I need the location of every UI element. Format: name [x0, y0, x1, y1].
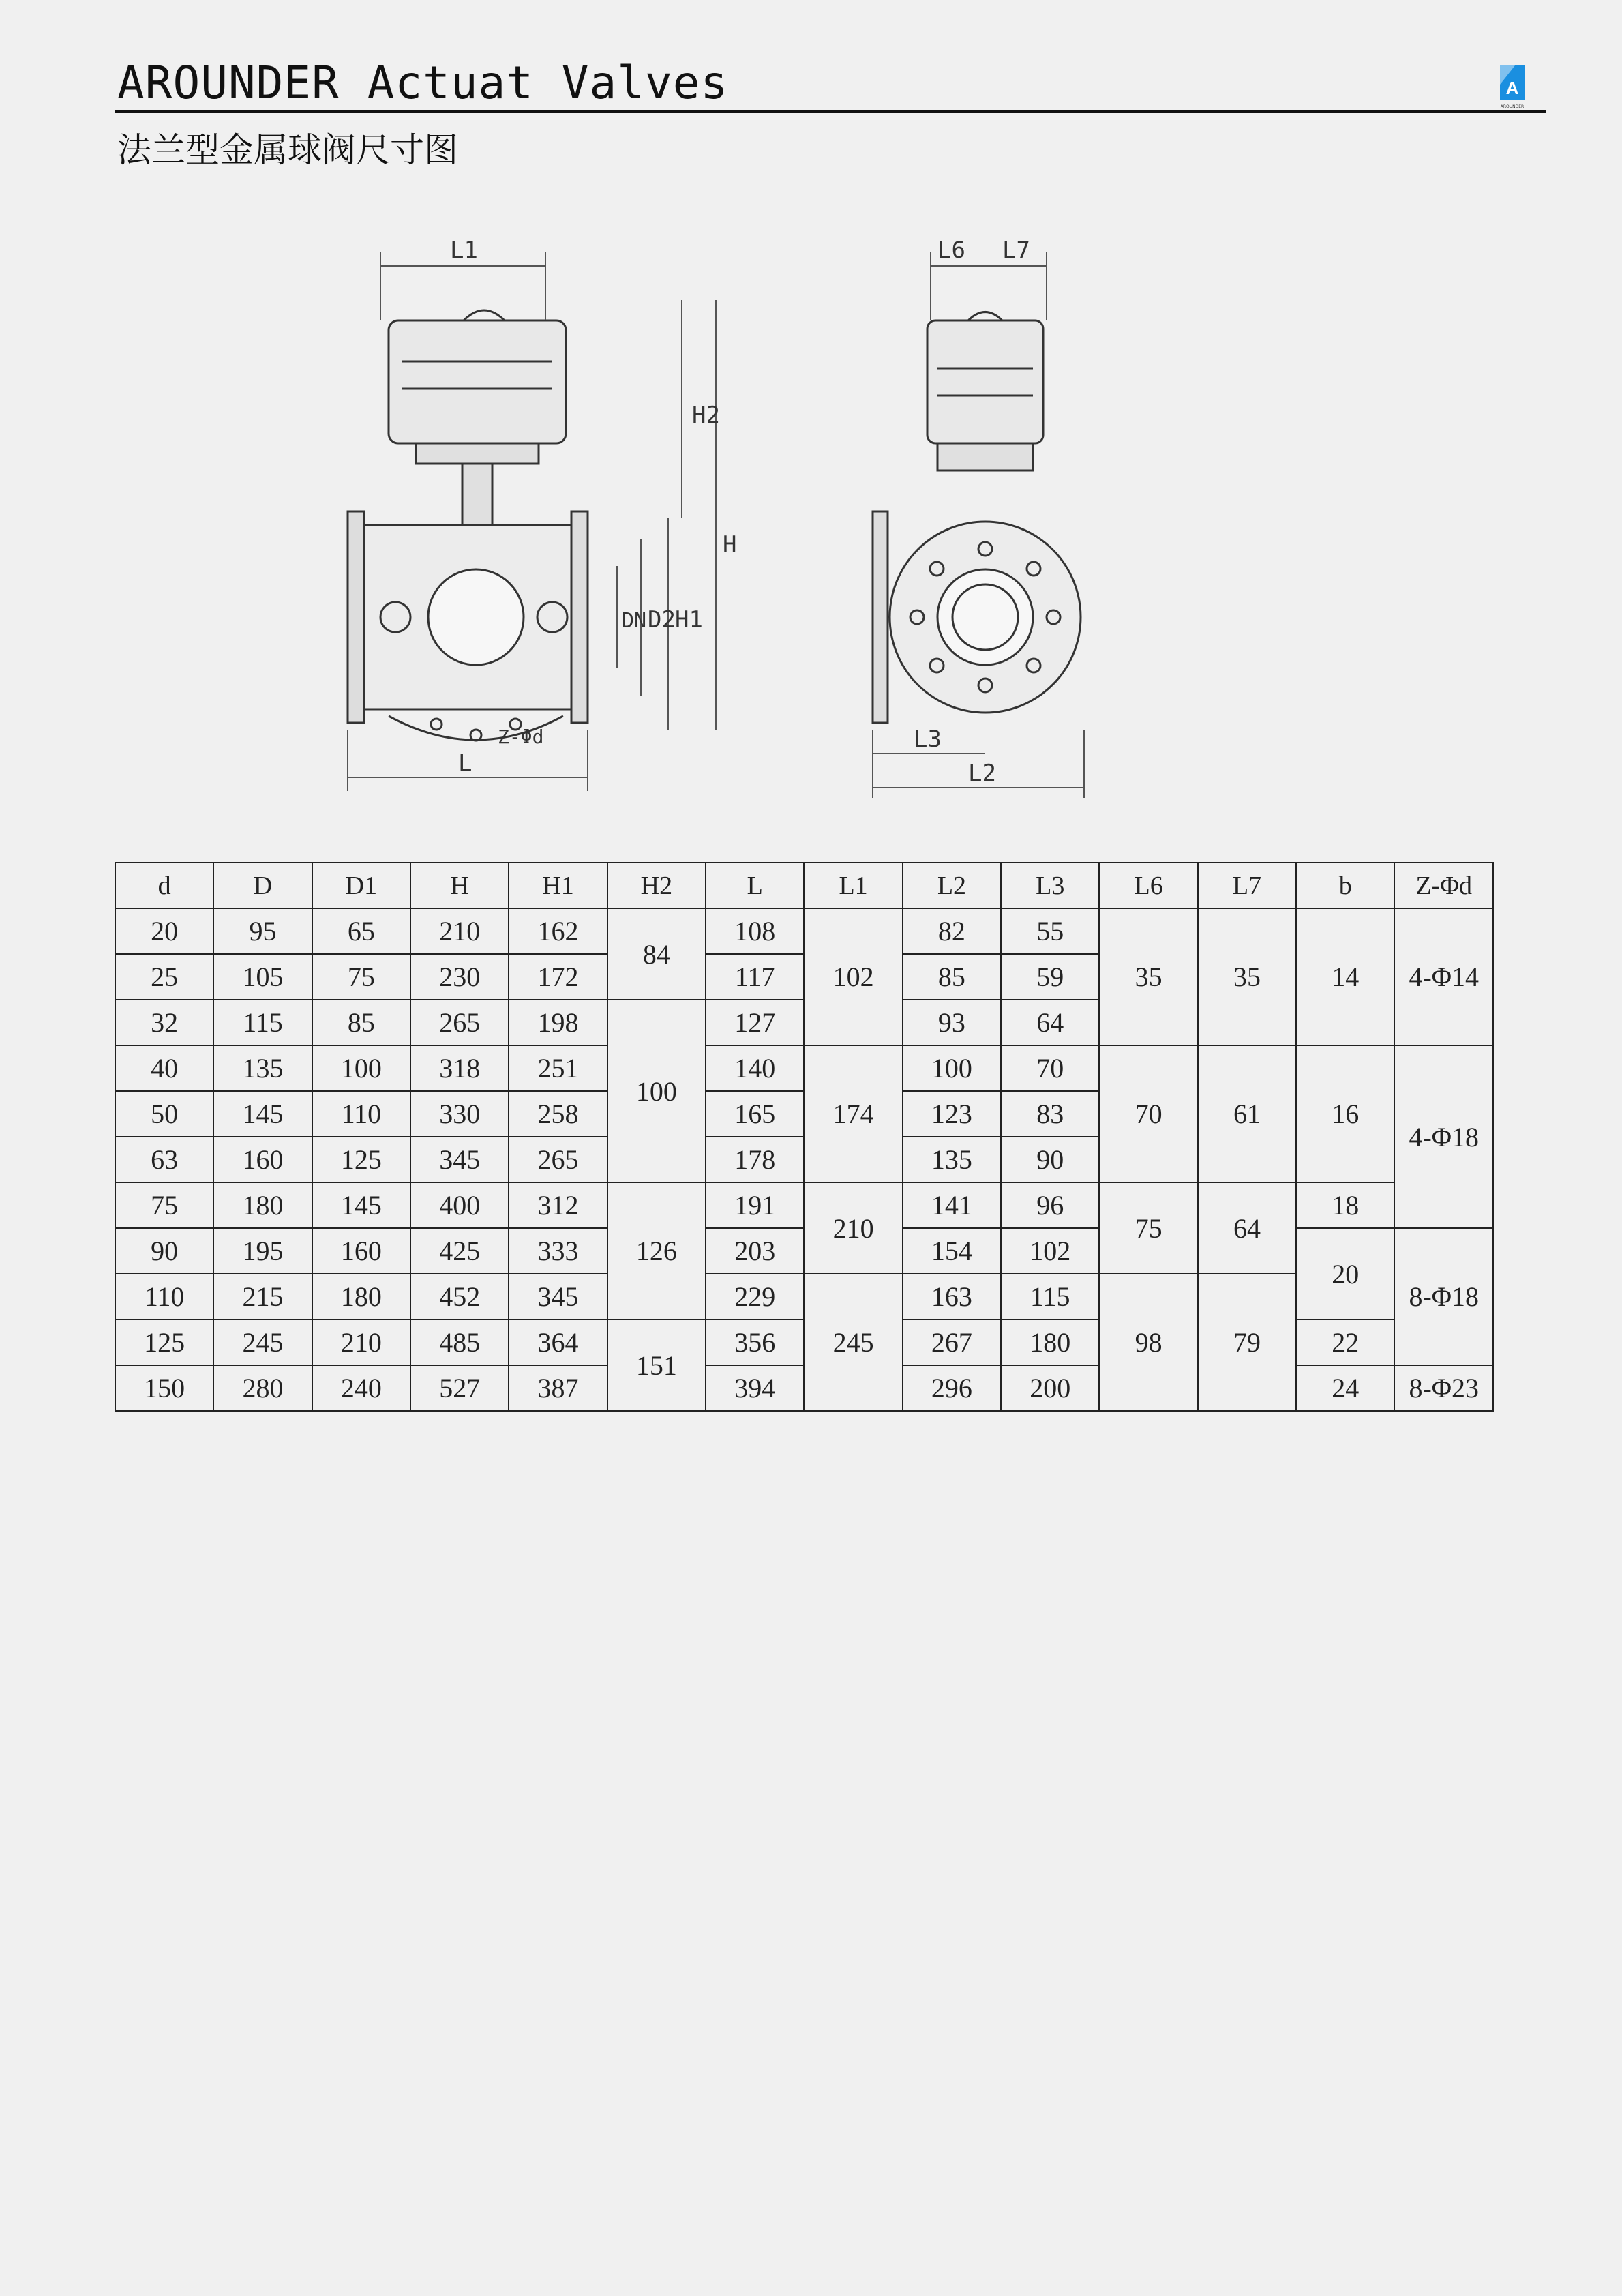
table-cell: 18: [1296, 1182, 1394, 1228]
col-header: H: [410, 863, 509, 908]
table-cell: 172: [509, 954, 607, 1000]
table-cell: 4-Φ18: [1394, 1045, 1493, 1228]
col-header: L: [706, 863, 804, 908]
table-cell: 356: [706, 1320, 804, 1365]
dim-label: L: [458, 749, 472, 777]
table-cell: 65: [312, 908, 410, 954]
table-cell: 265: [410, 1000, 509, 1045]
dimension-table: [115, 862, 1494, 1412]
page-header: [115, 57, 1546, 113]
dim-label: H2: [692, 402, 720, 429]
table-row: [115, 1045, 1493, 1091]
table-cell: 82: [903, 908, 1001, 954]
table-cell: 318: [410, 1045, 509, 1091]
page-title: AROUNDER Actuat Valves: [117, 57, 729, 109]
table-cell: 210: [410, 908, 509, 954]
table-cell: 93: [903, 1000, 1001, 1045]
dim-label: DN: [622, 609, 647, 633]
brand-logo: [1495, 60, 1535, 109]
table-cell: 90: [115, 1228, 213, 1274]
table-cell: 96: [1001, 1182, 1099, 1228]
table-cell: 90: [1001, 1137, 1099, 1182]
table-cell: 125: [312, 1137, 410, 1182]
valve-dimension-drawing: [314, 225, 1268, 825]
table-cell: 75: [1099, 1182, 1197, 1274]
table-cell: 100: [312, 1045, 410, 1091]
valve-stem: [462, 464, 492, 525]
table-cell: 165: [706, 1091, 804, 1137]
side-bracket: [937, 443, 1033, 471]
table-cell: 22: [1296, 1320, 1394, 1365]
table-cell: 55: [1001, 908, 1099, 954]
side-view: [873, 312, 1081, 724]
table-cell: 59: [1001, 954, 1099, 1000]
table-cell: 4-Φ14: [1394, 908, 1493, 1045]
table-cell: 198: [509, 1000, 607, 1045]
table-cell: 200: [1001, 1365, 1099, 1411]
table-cell: 258: [509, 1091, 607, 1137]
table-cell: 117: [706, 954, 804, 1000]
col-header: D: [213, 863, 312, 908]
table-cell: 79: [1198, 1274, 1296, 1411]
table-cell: 387: [509, 1365, 607, 1411]
table-cell: 115: [1001, 1274, 1099, 1320]
table-cell: 425: [410, 1228, 509, 1274]
logo-letter: A: [1505, 78, 1519, 98]
table-cell: 85: [903, 954, 1001, 1000]
table-cell: 25: [115, 954, 213, 1000]
table-cell: 215: [213, 1274, 312, 1320]
dim-label: L2: [968, 760, 996, 787]
table-cell: 40: [115, 1045, 213, 1091]
table-cell: 61: [1198, 1045, 1296, 1182]
col-header: L7: [1198, 863, 1296, 908]
col-header: Z-Φd: [1394, 863, 1493, 908]
table-row: [115, 1182, 1493, 1228]
table-cell: 312: [509, 1182, 607, 1228]
table-cell: 160: [312, 1228, 410, 1274]
table-cell: 95: [213, 908, 312, 954]
table-cell: 35: [1099, 908, 1197, 1045]
table-cell: 251: [509, 1045, 607, 1091]
table-cell: 210: [312, 1320, 410, 1365]
table-cell: 180: [312, 1274, 410, 1320]
table-cell: 267: [903, 1320, 1001, 1365]
table-cell: 110: [312, 1091, 410, 1137]
table-cell: 83: [1001, 1091, 1099, 1137]
table-cell: 210: [804, 1182, 902, 1274]
table-cell: 145: [213, 1091, 312, 1137]
table-cell: 178: [706, 1137, 804, 1182]
table-cell: 35: [1198, 908, 1296, 1045]
table-cell: 70: [1001, 1045, 1099, 1091]
table-cell: 163: [903, 1274, 1001, 1320]
table-cell: 105: [213, 954, 312, 1000]
table-cell: 16: [1296, 1045, 1394, 1182]
table-row: [115, 908, 1493, 954]
table-cell: 70: [1099, 1045, 1197, 1182]
table-cell: 280: [213, 1365, 312, 1411]
table-cell: 150: [115, 1365, 213, 1411]
actuator-bracket: [416, 443, 539, 464]
col-header: L2: [903, 863, 1001, 908]
table-cell: 123: [903, 1091, 1001, 1137]
actuator-dome: [464, 310, 505, 320]
table-cell: 330: [410, 1091, 509, 1137]
table-cell: 110: [115, 1274, 213, 1320]
table-cell: 64: [1198, 1182, 1296, 1274]
table-cell: 191: [706, 1182, 804, 1228]
table-cell: 50: [115, 1091, 213, 1137]
page-subtitle: 法兰型金属球阀尺寸图: [117, 130, 458, 170]
table-cell: 24: [1296, 1365, 1394, 1411]
table-cell: 140: [706, 1045, 804, 1091]
side-actuator-dome: [968, 312, 1002, 321]
table-cell: 245: [804, 1274, 902, 1411]
table-cell: 394: [706, 1365, 804, 1411]
table-cell: 160: [213, 1137, 312, 1182]
table-cell: 8-Φ18: [1394, 1228, 1493, 1365]
dim-label: D2: [648, 606, 676, 633]
col-header: H1: [509, 863, 607, 908]
col-header: H2: [607, 863, 706, 908]
table-cell: 180: [1001, 1320, 1099, 1365]
bolt: [431, 719, 442, 730]
side-actuator-body: [927, 320, 1043, 443]
table-cell: 20: [115, 908, 213, 954]
table-cell: 84: [607, 908, 706, 1000]
table-cell: 230: [410, 954, 509, 1000]
actuator-body: [389, 320, 566, 443]
table-cell: 245: [213, 1320, 312, 1365]
table-cell: 125: [115, 1320, 213, 1365]
table-cell: 180: [213, 1182, 312, 1228]
dim-label: L3: [914, 726, 942, 753]
table-cell: 85: [312, 1000, 410, 1045]
table-cell: 64: [1001, 1000, 1099, 1045]
table-cell: 485: [410, 1320, 509, 1365]
col-header: L6: [1099, 863, 1197, 908]
table-cell: 63: [115, 1137, 213, 1182]
logo-text: AROUNDER: [1500, 104, 1525, 109]
table-cell: 265: [509, 1137, 607, 1182]
table-cell: 141: [903, 1182, 1001, 1228]
table-row: [115, 1274, 1493, 1320]
side-flange: [873, 511, 888, 723]
ball-bore: [428, 569, 524, 665]
table-cell: 452: [410, 1274, 509, 1320]
table-cell: 102: [804, 908, 902, 1045]
table-cell: 98: [1099, 1274, 1197, 1411]
table-cell: 364: [509, 1320, 607, 1365]
table-cell: 108: [706, 908, 804, 954]
table-cell: 115: [213, 1000, 312, 1045]
table-cell: 100: [607, 1000, 706, 1182]
front-view: [348, 310, 588, 741]
dim-label: H: [723, 531, 737, 558]
table-cell: 32: [115, 1000, 213, 1045]
table-cell: 14: [1296, 908, 1394, 1045]
table-cell: 345: [410, 1137, 509, 1182]
right-flange: [571, 511, 588, 723]
dim-label: L1: [450, 237, 478, 264]
table-cell: 102: [1001, 1228, 1099, 1274]
table-cell: 75: [115, 1182, 213, 1228]
table-cell: 135: [903, 1137, 1001, 1182]
table-cell: 154: [903, 1228, 1001, 1274]
table-cell: 527: [410, 1365, 509, 1411]
col-header: d: [115, 863, 213, 908]
table-cell: 400: [410, 1182, 509, 1228]
table-cell: 127: [706, 1000, 804, 1045]
table-header-row: [115, 863, 1493, 908]
col-header: D1: [312, 863, 410, 908]
table-cell: 8-Φ23: [1394, 1365, 1493, 1411]
table-cell: 240: [312, 1365, 410, 1411]
dim-label: L7: [1002, 237, 1030, 264]
table-cell: 162: [509, 908, 607, 954]
dim-label: H1: [675, 606, 703, 633]
table-cell: 126: [607, 1182, 706, 1320]
table-cell: 151: [607, 1320, 706, 1411]
table-cell: 296: [903, 1365, 1001, 1411]
table-cell: 145: [312, 1182, 410, 1228]
table-cell: 333: [509, 1228, 607, 1274]
table-cell: 75: [312, 954, 410, 1000]
table-cell: 229: [706, 1274, 804, 1320]
table-cell: 345: [509, 1274, 607, 1320]
col-header: b: [1296, 863, 1394, 908]
table-cell: 195: [213, 1228, 312, 1274]
dim-label: Z-Φd: [498, 726, 544, 748]
dim-label: L6: [937, 237, 965, 264]
col-header: L3: [1001, 863, 1099, 908]
table-cell: 203: [706, 1228, 804, 1274]
table-cell: 135: [213, 1045, 312, 1091]
table-cell: 174: [804, 1045, 902, 1182]
table-cell: 20: [1296, 1228, 1394, 1320]
left-flange: [348, 511, 364, 723]
col-header: L1: [804, 863, 902, 908]
table-cell: 100: [903, 1045, 1001, 1091]
